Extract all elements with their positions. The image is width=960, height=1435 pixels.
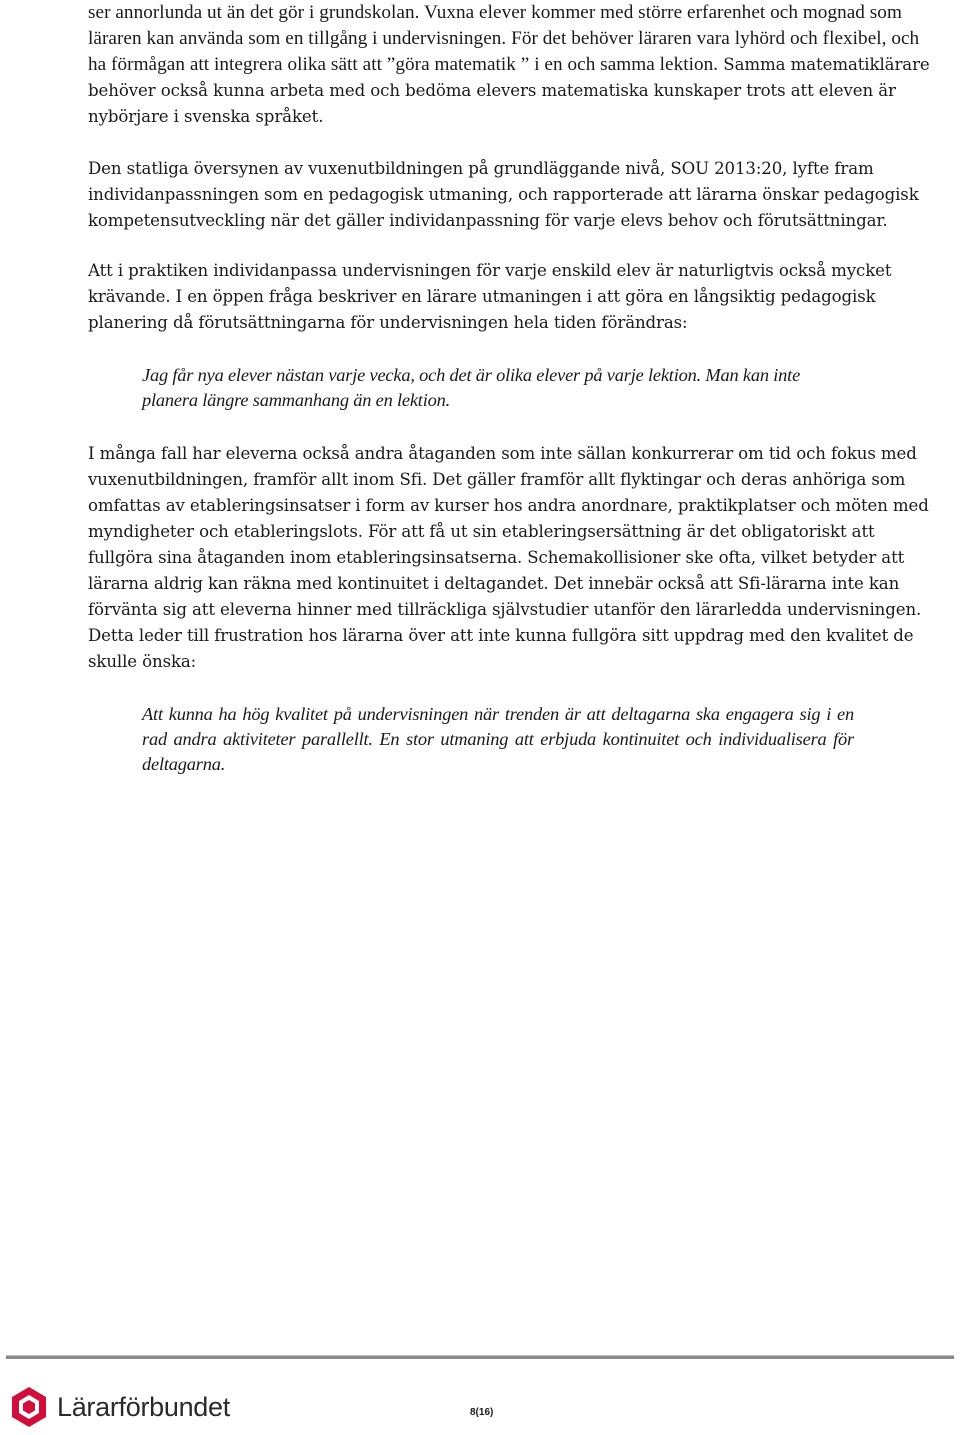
quote-2: Att kunna ha hög kvalitet på undervisningen när trenden är att deltagarna ska engagera sig i en rad andra aktiviteter parallellt. En stor utmaning att erbjuda kontinuitet och individualisera för deltagarna. (142, 704, 854, 774)
paragraph-3: Att i praktiken individanpassa undervisningen för varje enskild elev är naturligtvis också mycket krävande. I en öppen fråga beskriver en lärare utmaningen i att göra en långsiktig pedagogisk planering då förutsättningarna för undervisningen hela tiden förändras: (88, 261, 892, 332)
quote-1: Jag får nya elever nästan varje vecka, och det är olika elever på varje lektion. Man kan inte planera längre sammanhang än en lektion. (142, 365, 801, 410)
footer-logo (10, 1385, 250, 1429)
document-body (88, 0, 930, 777)
paragraph-1-part-a: ser annorlunda ut än det gör i grundskolan. Vuxna elever kommer med större erfarenhet och mognad som läraren kan använda som en tillgång i undervisningen. För det behöver läraren vara lyhörd och flexibel, och ha förmågan att integrera olika sätt att ”göra matematik ” i en och samma lektion. (88, 2, 920, 75)
paragraph-2: Den statliga översynen av vuxenutbildningen på grundläggande nivå, SOU 2013:20, lyfte fram individanpassningen som en pedagogisk utmaning, och rapporterade att lärarna önskar pedagogisk kompetensutveckling när det gäller individanpassning för varje elevs behov och förutsättningar. (88, 159, 919, 230)
paragraph-1-part-b: Samma matematiklärare behöver också kunna arbeta med och bedöma elevers matematiska kunskaper trots att eleven är nybörjare i svenska språket. (88, 55, 930, 126)
hexagon-logo-icon (10, 1386, 48, 1428)
paragraph-1 (88, 0, 930, 130)
paragraph-4: I många fall har eleverna också andra åtaganden som inte sällan konkurrerar om tid och fokus med vuxenutbildningen, framför allt inom Sfi. Det gäller framför allt flyktingar och deras anhöriga som omfattas av etableringsinsatser i form av kurser hos andra anordnare, praktikplatser och möten med myndigheter och etableringslots. För att få ut sin etableringsersättning är det obligatoriskt att fullgöra sina åtaganden inom etableringsinsatserna. Schemakollisioner ske ofta, vilket betyder att lärarna aldrig kan räkna med kontinuitet i deltagandet. Det innebär också att Sfi-lärarna inte kan förvänta sig att eleverna hinner med tillräckliga självstudier utanför den lärarledda undervisningen. Detta leder till frustration hos lärarna över att inte kunna fullgöra sitt uppdrag med den kvalitet de skulle önska: (88, 444, 929, 671)
page-number: 8(16) (470, 1407, 494, 1418)
logo-text: Lärarförbundet (57, 1391, 230, 1422)
footer-divider (6, 1355, 954, 1359)
